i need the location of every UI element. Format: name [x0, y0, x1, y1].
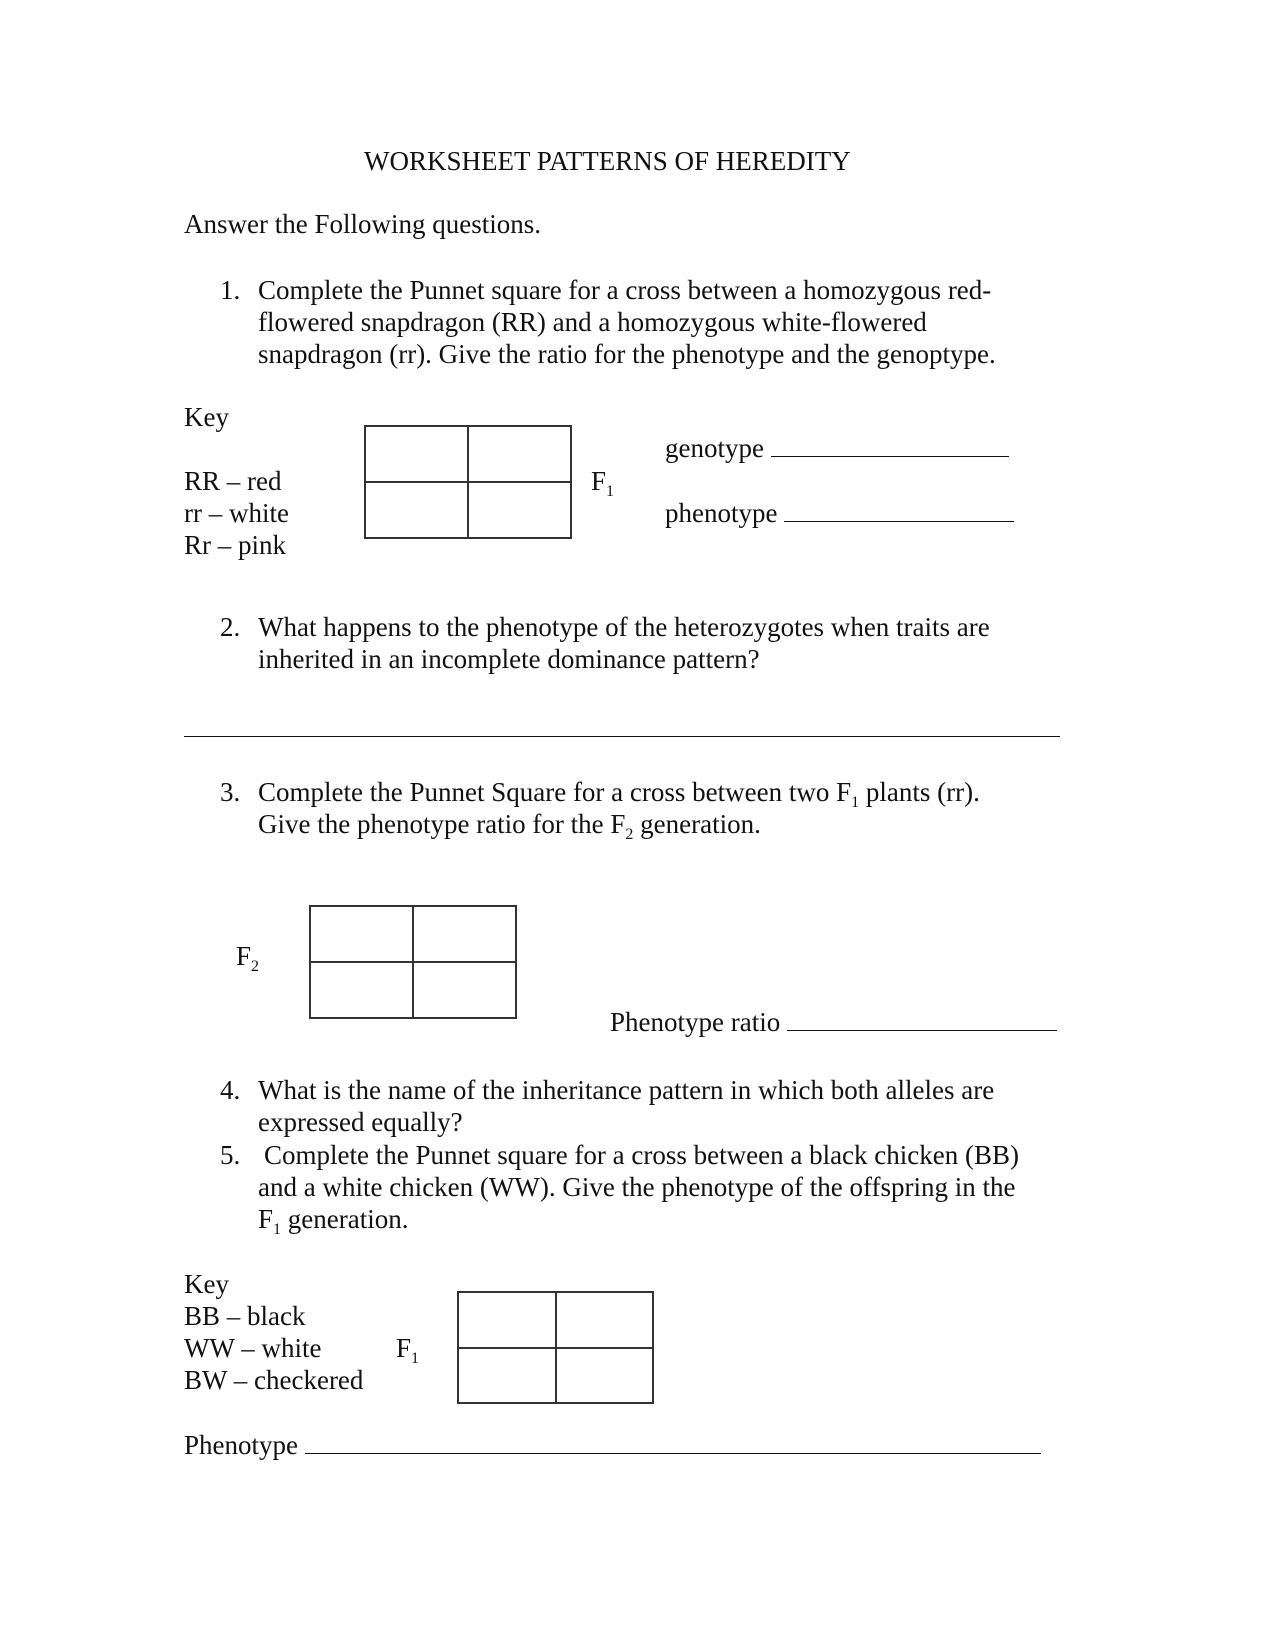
key-item: RR – red	[184, 466, 282, 496]
question-text-line: Complete the Punnet Square for a cross between two $F_1$ plants (rr).	[258, 777, 980, 811]
question-text-line: flowered snapdragon (RR) and a homozygous white-flowered	[258, 307, 927, 337]
key-item: BW – checkered	[184, 1365, 364, 1395]
punnett-cell[interactable]	[468, 482, 571, 538]
punnett-cell[interactable]	[458, 1348, 556, 1404]
punnett-cell[interactable]	[468, 426, 571, 482]
key-item: rr – white	[184, 498, 289, 528]
answer-blank[interactable]	[184, 736, 1060, 737]
key-item: BB – black	[184, 1301, 306, 1331]
question-text-line: and a white chicken (WW). Give the phenotype of the offspring in the	[258, 1172, 1016, 1202]
key-title: Key	[184, 1269, 229, 1299]
genotype-label: genotype	[665, 433, 764, 463]
phenotype-answer	[665, 497, 1014, 529]
punnett-square-1	[364, 425, 572, 539]
generation-label: $F_1$	[396, 1333, 420, 1367]
question-number: 5.	[220, 1140, 241, 1170]
punnett-square-3	[457, 1291, 654, 1404]
question-text-line: inherited in an incomplete dominance pattern?	[258, 644, 760, 674]
punnett-square-2	[309, 905, 517, 1019]
question-number: 4.	[220, 1075, 241, 1105]
punnett-cell[interactable]	[310, 906, 413, 962]
question-number: 2.	[220, 612, 241, 642]
question-number: 1.	[220, 275, 241, 305]
question-text-line: Complete the Punnet square for a cross between a homozygous red-	[258, 275, 992, 305]
generation-label: $F_2$	[236, 941, 260, 975]
question-text-line: Give the phenotype ratio for the $F_2$ generation.	[258, 809, 761, 843]
punnett-cell[interactable]	[413, 906, 516, 962]
key-item: Rr – pink	[184, 530, 287, 560]
question-text-line: What is the name of the inheritance pattern in which both alleles are	[258, 1075, 995, 1105]
worksheet-title: WORKSHEET PATTERNS OF HEREDITY	[364, 146, 851, 176]
question-text-line: snapdragon (rr). Give the ratio for the phenotype and the genoptype.	[258, 339, 996, 369]
key-title: Key	[184, 402, 229, 432]
question-text-line: What happens to the phenotype of the heterozygotes when traits are	[258, 612, 990, 642]
punnett-cell[interactable]	[365, 482, 468, 538]
key-item: WW – white	[184, 1333, 322, 1363]
question-text-line: expressed equally?	[258, 1107, 463, 1137]
question-text-line: $F_1$ generation.	[258, 1204, 409, 1238]
genotype-blank[interactable]	[771, 436, 1009, 457]
phenotype-label: phenotype	[665, 498, 778, 528]
punnett-cell[interactable]	[458, 1292, 556, 1348]
generation-label: $F_1$	[591, 466, 615, 500]
question-text-line: Complete the Punnet square for a cross between a black chicken (BB)	[264, 1140, 1019, 1170]
phenotype-blank[interactable]	[305, 1433, 1041, 1454]
punnett-cell[interactable]	[413, 962, 516, 1018]
punnett-cell[interactable]	[310, 962, 413, 1018]
phenotype-label: Phenotype	[184, 1430, 298, 1460]
punnett-cell[interactable]	[556, 1292, 654, 1348]
phenotype-ratio-answer	[610, 1006, 1057, 1038]
punnett-cell[interactable]	[556, 1348, 654, 1404]
phenotype-ratio-blank[interactable]	[787, 1010, 1057, 1031]
phenotype-answer	[184, 1429, 1041, 1461]
instructions: Answer the Following questions.	[184, 209, 541, 239]
phenotype-blank[interactable]	[784, 501, 1014, 522]
question-number: 3.	[220, 777, 241, 807]
phenotype-ratio-label: Phenotype ratio	[610, 1007, 781, 1037]
punnett-cell[interactable]	[365, 426, 468, 482]
genotype-answer	[665, 432, 1009, 464]
